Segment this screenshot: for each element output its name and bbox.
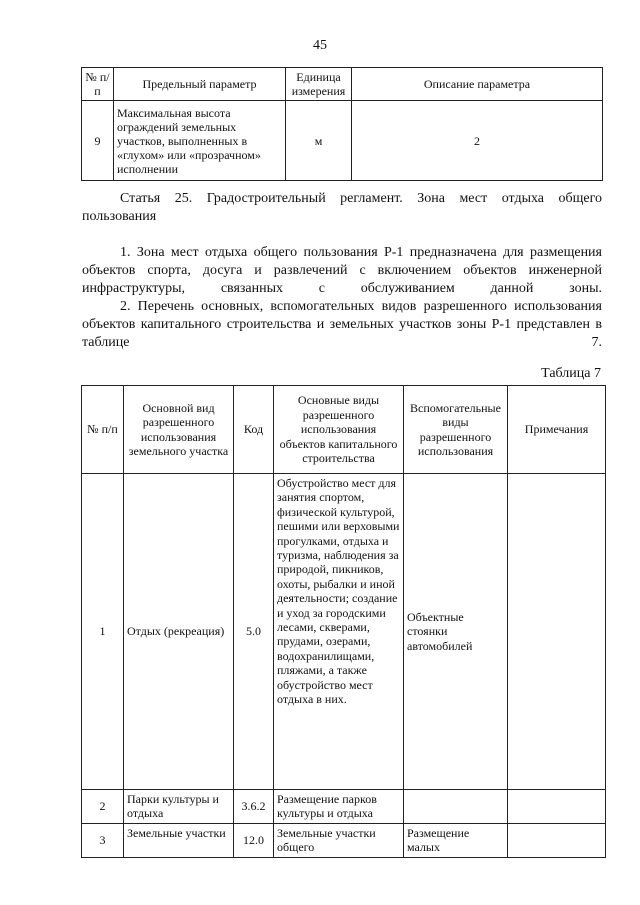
header-unit: Единица измерения bbox=[286, 68, 352, 101]
row-code: 3.6.2 bbox=[234, 790, 274, 824]
row-notes bbox=[508, 823, 606, 857]
table-caption: Таблица 7 bbox=[541, 366, 601, 381]
row-type: Парки культуры и отдыха bbox=[124, 790, 234, 824]
row-auxiliary-use: Размещение малых bbox=[404, 823, 508, 857]
row-notes bbox=[508, 474, 606, 790]
row-value: 2 bbox=[352, 101, 603, 181]
table-header-row bbox=[82, 386, 606, 474]
row-main-use: Обустройство мест для занятия спортом, физической культурой, пешими или верховыми прогулками, отдыха и туризма, наблюдения за природой, пикников, охоты, рыбалки и иной деятельности; создание и уход за городскими лесами, скверами, прудами, озерами, водохранилищами, пляжами, а также обустройство мест отдыха в них. bbox=[274, 474, 404, 790]
row-auxiliary-use bbox=[404, 790, 508, 824]
header-parameter: Предельный параметр bbox=[114, 68, 286, 101]
parameters-table bbox=[81, 67, 603, 181]
row-notes bbox=[508, 790, 606, 824]
header-notes: Примечания bbox=[508, 386, 606, 474]
table-row bbox=[82, 101, 603, 181]
row-type: Земельные участки bbox=[124, 823, 234, 857]
article-title: Статья 25. Градостроительный регламент. Зона мест отдыха общего пользования bbox=[82, 191, 602, 224]
row-unit: м bbox=[286, 101, 352, 181]
row-main-use: Земельные участки общего bbox=[274, 823, 404, 857]
paragraph-1: 1. Зона мест отдыха общего пользования Р-1 предназначена для размещения объектов спорта, досуга и развлечений с включением объектов инженерной инфраструктуры, связанных с обслуживанием данной зоны. bbox=[82, 245, 602, 296]
table-row bbox=[82, 790, 606, 824]
header-auxiliary: Вспомогательные виды разрешенного использования bbox=[404, 386, 508, 474]
row-auxiliary-use: Объектные стоянки автомобилей bbox=[404, 474, 508, 790]
header-number: № п/п bbox=[82, 386, 124, 474]
row-number: 2 bbox=[82, 790, 124, 824]
page-number: 45 bbox=[313, 38, 327, 53]
row-code: 12.0 bbox=[234, 823, 274, 857]
row-number: 3 bbox=[82, 823, 124, 857]
table-row bbox=[82, 823, 606, 857]
paragraph-2: 2. Перечень основных, вспомогательных видов разрешенного использования объектов капитального строительства и земельных участков зоны Р-1 представлен в таблице 7. bbox=[82, 299, 602, 350]
header-main-capital: Основные виды разрешенного использования объектов капитального строительства bbox=[274, 386, 404, 474]
row-number: 1 bbox=[82, 474, 124, 790]
row-main-use: Размещение парков культуры и отдыха bbox=[274, 790, 404, 824]
header-code: Код bbox=[234, 386, 274, 474]
table-row bbox=[82, 474, 606, 790]
header-number: № п/п bbox=[82, 68, 114, 101]
header-description: Описание параметра bbox=[352, 68, 603, 101]
land-use-table bbox=[81, 385, 606, 858]
row-parameter: Максимальная высота ограждений земельных участков, выполненных в «глухом» или «прозрачном» исполнении bbox=[114, 101, 286, 181]
row-number: 9 bbox=[82, 101, 114, 181]
row-type: Отдых (рекреация) bbox=[124, 474, 234, 790]
row-code: 5.0 bbox=[234, 474, 274, 790]
header-main-type: Основной вид разрешенного использования земельного участка bbox=[124, 386, 234, 474]
table-header-row bbox=[82, 68, 603, 101]
